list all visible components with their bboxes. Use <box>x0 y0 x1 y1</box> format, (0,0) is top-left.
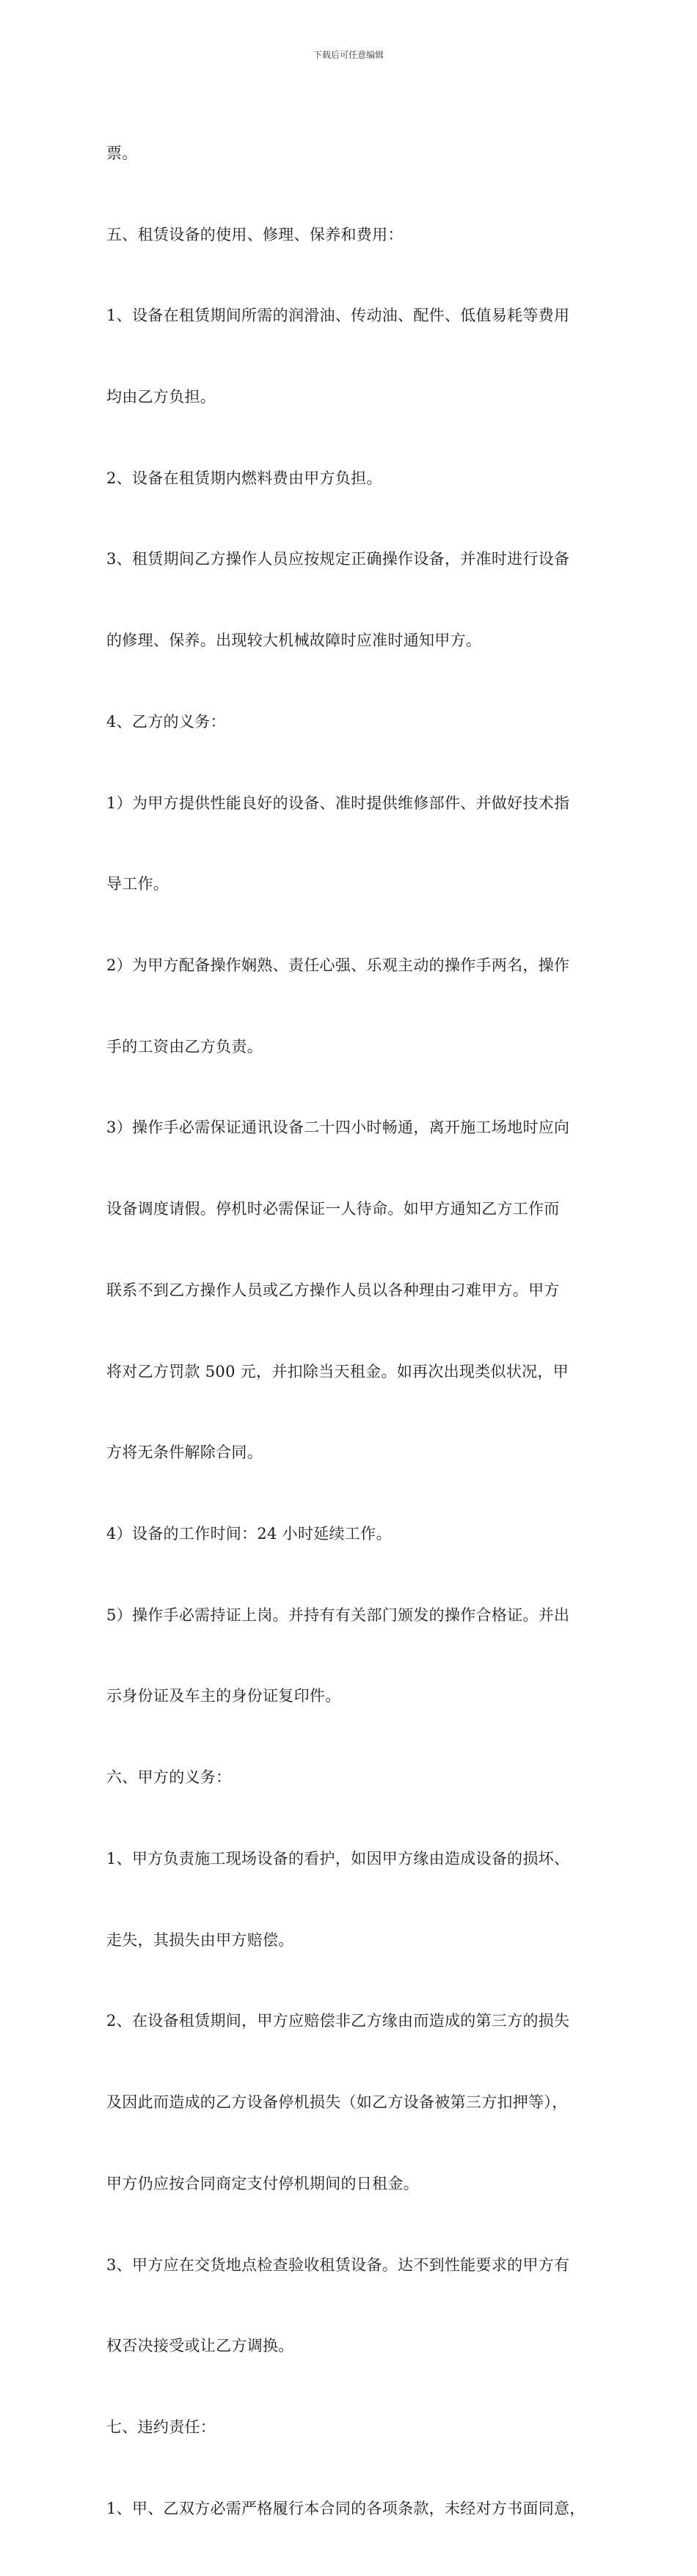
text-line: 票。 <box>106 144 138 162</box>
text-line: 3）操作手必需保证通讯设备二十四小时畅通，离开施工场地时应向 <box>106 1119 570 1137</box>
document-body <box>106 86 598 2576</box>
section-heading-5: 五、租赁设备的使用、修理、保养和费用： <box>106 225 404 244</box>
text-line: 及因此而造成的乙方设备停机损失（如乙方设备被第三方扣押等）， <box>106 2093 568 2112</box>
text-line: 4）设备的工作时间：24 小时延续工作。 <box>106 1525 392 1543</box>
text-line: 1、甲方负责施工现场设备的看护，如因甲方缘由造成设备的损坏、 <box>106 1849 570 1867</box>
text-line: 手的工资由乙方负责。 <box>106 1037 263 1055</box>
text-line: 均由乙方负担。 <box>106 387 216 406</box>
text-line: 的修理、保养。出现较大机械故障时应准时通知甲方。 <box>106 632 482 650</box>
text-line: 2）为甲方配备操作娴熟、责任心强、乐观主动的操作手两名，操作 <box>106 956 570 974</box>
text-line: 3、租赁期间乙方操作人员应按规定正确操作设备，并准时进行设备 <box>106 550 570 568</box>
text-line: 走失，其损失由甲方赔偿。 <box>106 1931 294 1949</box>
subsection-heading: 4、乙方的义务： <box>106 712 226 731</box>
text-line: 3、甲方应在交货地点检查验收租赁设备。达不到性能要求的甲方有 <box>106 2255 570 2274</box>
text-line: 设备调度请假。停机时必需保证一人待命。如甲方通知乙方工作而 <box>106 1200 560 1218</box>
text-line: 方将无条件解除合同。 <box>106 1443 263 1462</box>
text-line: 2、在设备租赁期间，甲方应赔偿非乙方缘由而造成的第三方的损失 <box>106 2012 570 2030</box>
text-line: 甲方仍应按合同商定支付停机期间的日租金。 <box>106 2174 419 2192</box>
text-line: 2、设备在租赁期内燃料费由甲方负担。 <box>106 469 382 487</box>
section-heading-7: 七、违约责任： <box>106 2418 216 2436</box>
text-line: 导工作。 <box>106 875 169 893</box>
text-line: 将对乙方罚款 500 元，并扣除当天租金。如再次出现类似状况，甲 <box>106 1362 569 1380</box>
text-line: 联系不到乙方操作人员或乙方操作人员以各种理由刁难甲方。甲方 <box>106 1281 560 1299</box>
text-line: 1）为甲方提供性能良好的设备、准时提供维修部件、并做好技术指 <box>106 794 570 812</box>
text-line: 1、设备在租赁期间所需的润滑油、传动油、配件、低值易耗等费用 <box>106 307 570 325</box>
text-line: 1、甲、乙双方必需严格履行本合同的各项条款，未经对方书面同意， <box>106 2499 585 2517</box>
section-heading-6: 六、甲方的义务： <box>106 1768 232 1787</box>
page-header: 下载后可任意编辑 <box>313 50 384 60</box>
document-text <box>106 86 598 2576</box>
text-line: 权否决接受或让乙方调换。 <box>106 2337 294 2355</box>
text-line: 示身份证及车主的身份证复印件。 <box>106 1687 341 1705</box>
text-line: 5）操作手必需持证上岗。并持有有关部门颁发的操作合格证。并出 <box>106 1606 570 1624</box>
